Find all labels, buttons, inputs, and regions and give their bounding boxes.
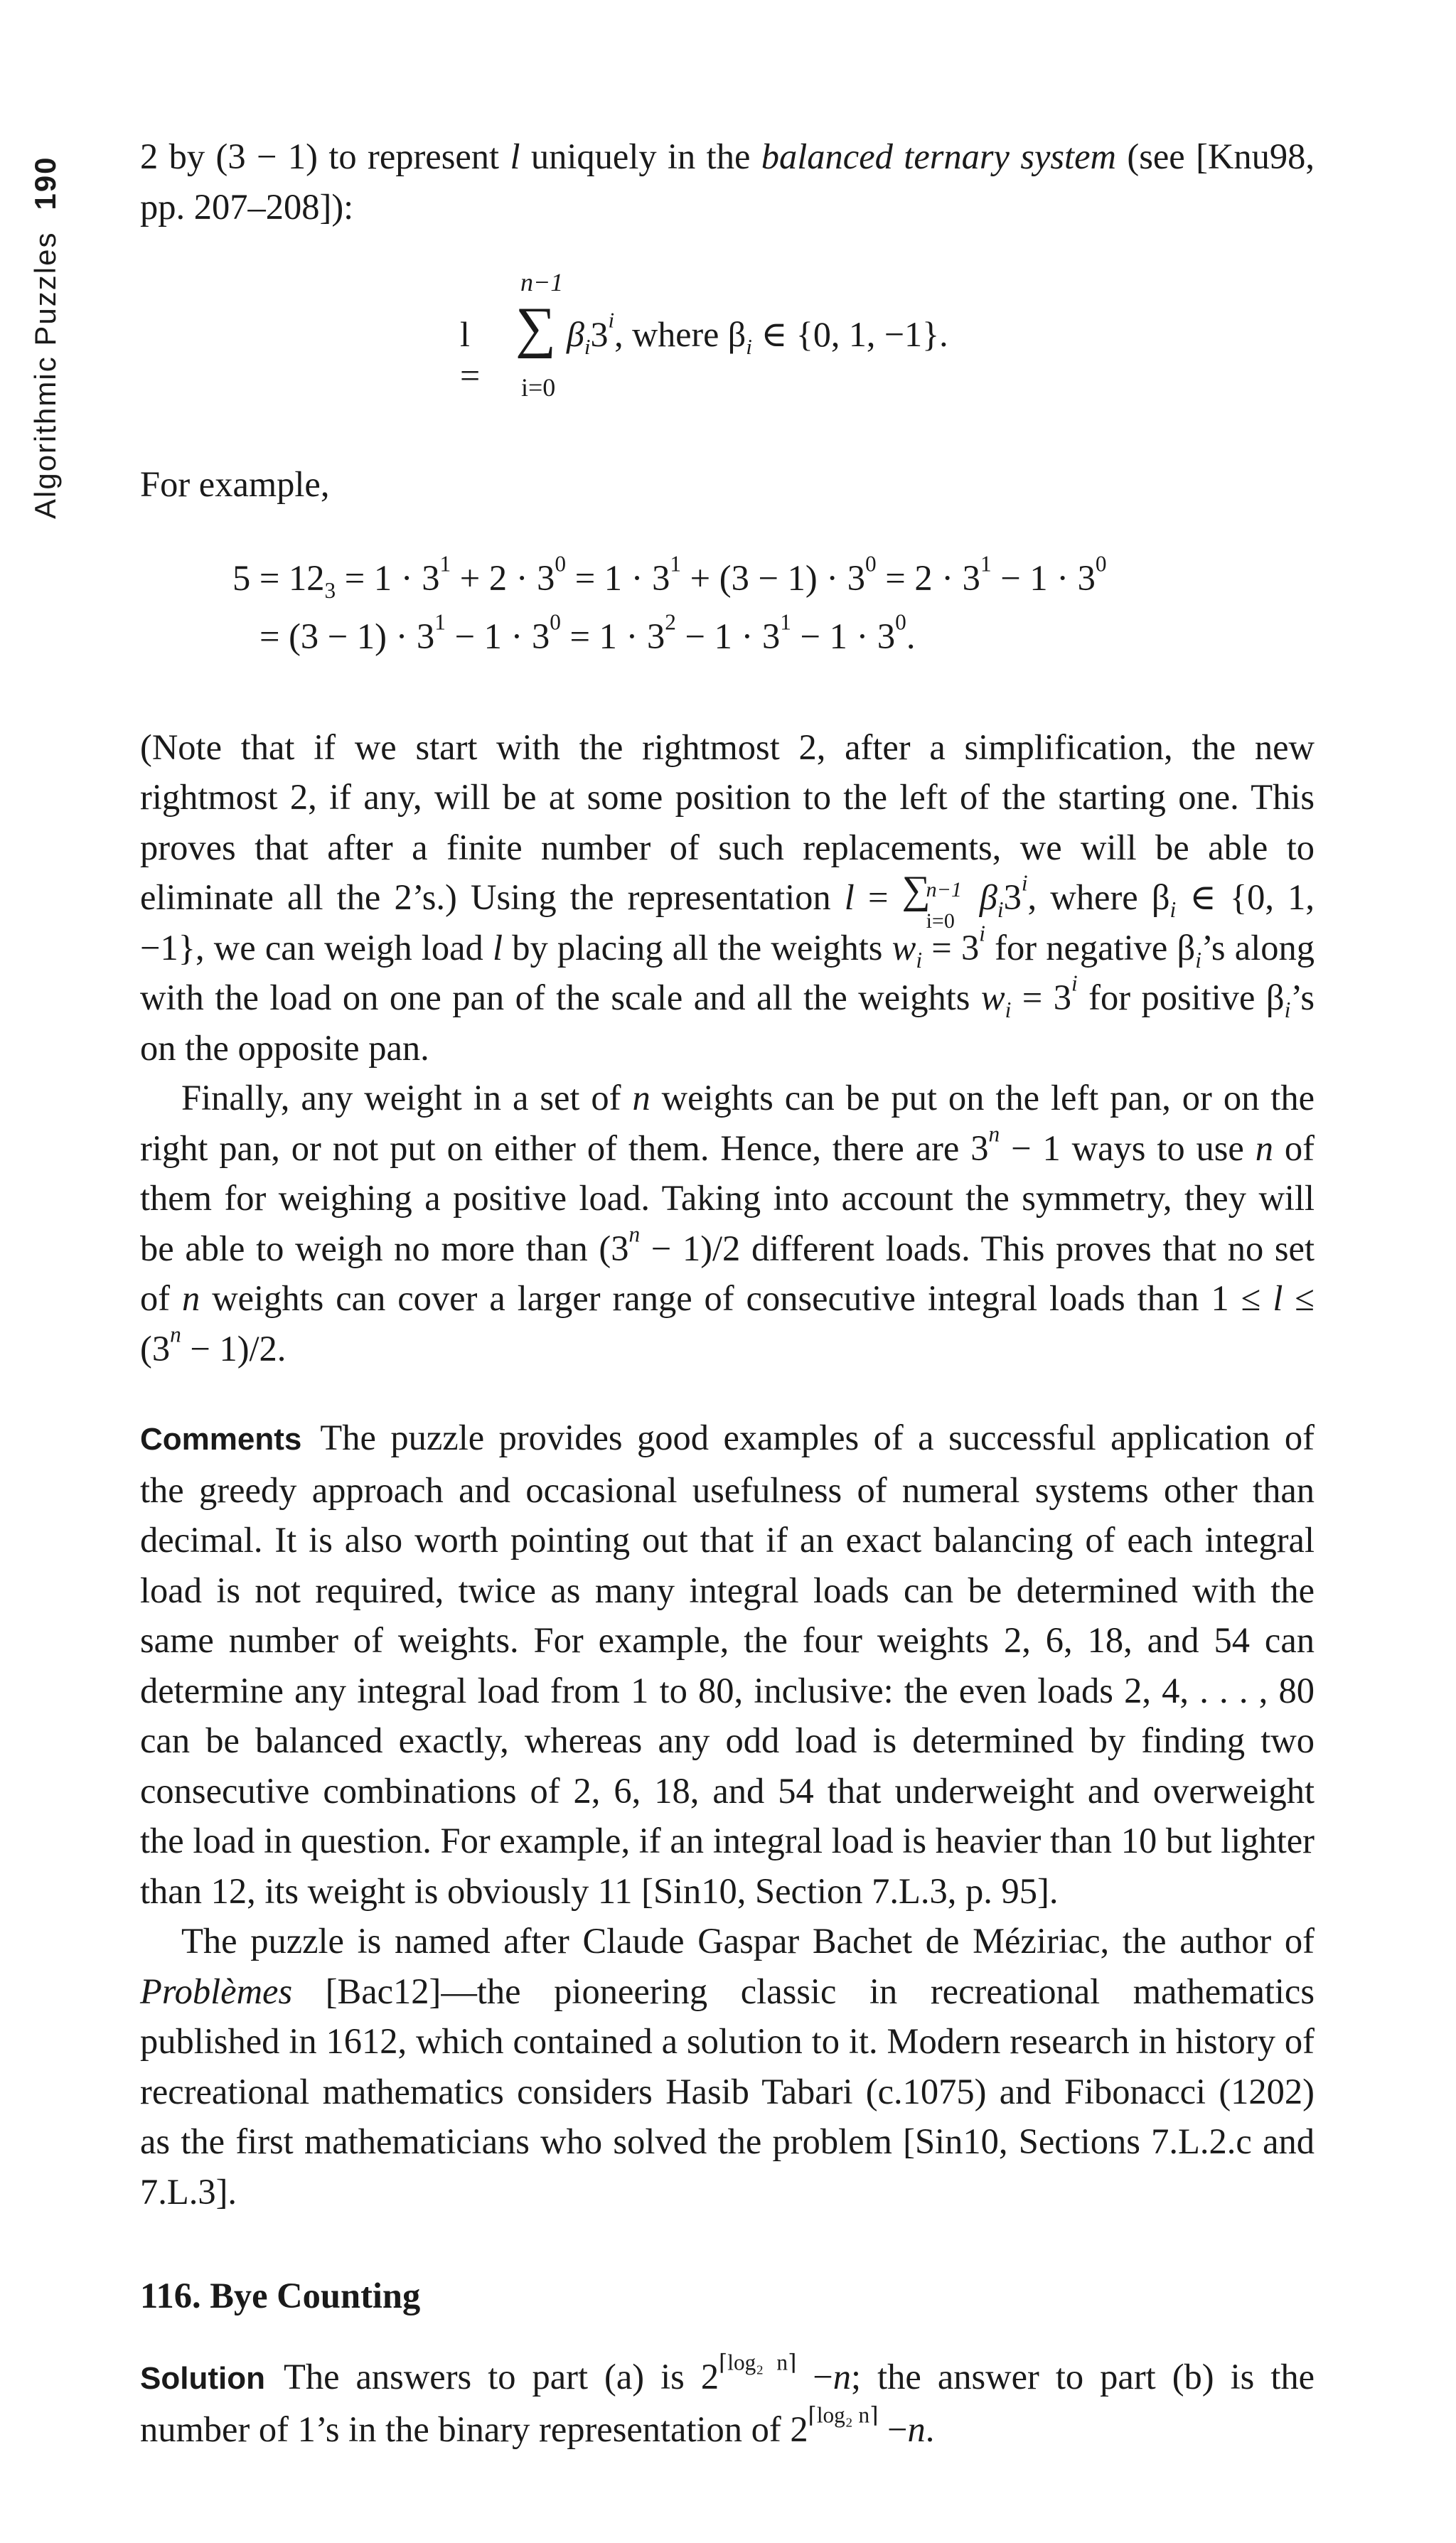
page-body: [140, 132, 1315, 2454]
section-title: 116. Bye Counting: [140, 2276, 421, 2316]
equation-lhs: l =: [460, 314, 481, 395]
paragraph-solution: Solution The answers to part (a) is $2^{⌈log_2 n⌉} -n$; the answer to part (b) is the number of 1’s in the binary representation of $2^{⌈log_2 n⌉} -n$.: [140, 2350, 1315, 2449]
equation-line-2: = $(3 - 1) \cdot 3^1 - 1 \cdot 3^0 = 1 \cdot 3^2 - 1 \cdot 3^1 - 1 \cdot 3^0$.: [259, 609, 916, 656]
emphasis-text: balanced ternary system: [761, 136, 1116, 176]
variable-l: l: [510, 136, 520, 176]
equation-line-1: $5 = 12_3 = 1 \cdot 3^1 + 2 \cdot 3^0 = 1 \cdot 3^1 + (3 - 1) \cdot 3^0 = 2 \cdot 3^1 - 1 \cdot 3^0$: [232, 550, 1107, 603]
sum-term: $\beta_i3^i$, where $\beta_i$ ∈ {0, 1, −1}.: [567, 307, 948, 359]
text-span: uniquely in the: [520, 136, 761, 176]
paragraph-history: The puzzle is named after Claude Gaspar Bachet de Méziriac, the author of Problèmes [Bac12]—the pioneering classic in recreational mathematics published in 1612, which contained a solution to it. Modern research in history of recreational mathematics considers Hasib Tabari (c.1075) and Fibonacci (1202) as the first mathematicians who solved the problem [Sin10, Sections 7.L.2.c and 7.L.3].: [140, 1921, 1315, 2212]
text-span: (see [Knu98, pp. 207–208]):: [140, 136, 1315, 227]
for-example-text: For example,: [140, 464, 330, 504]
running-title: Algorithmic Puzzles: [28, 231, 62, 519]
book-title: Problèmes: [140, 1971, 293, 2011]
paragraph-comments: [140, 1413, 1315, 1916]
comments-label: Comments: [140, 1422, 302, 1457]
sigma-symbol: ∑: [515, 296, 557, 359]
inline-sum-symbol: ∑ n−1 i=0: [901, 867, 962, 933]
paragraph-finally: Finally, any weight in a set of n weights can be put on the left pan, or on the right pan, or not put on either of them. Hence, there are $3^n - 1$ ways to use n of them for weighing a positive load. Taking into account the symmetry, they will be able to weigh no more than $(3^n - 1)/2$ different loads. This proves that no set of n weights can cover a larger range of consecutive integral loads than $1 \le l \le (3^n - 1)/2$.: [140, 1078, 1315, 1369]
text-span: 2 by (3 − 1) to represent: [140, 136, 510, 176]
solution-label: Solution: [140, 2361, 265, 2396]
paragraph-intro: [140, 132, 1315, 232]
comments-text: The puzzle provides good examples of a successful application of the greedy approach and occasional usefulness of numeral systems other than decimal. It is also worth pointing out that if an exact balancing of each integral load is not required, twice as many integral loads can be determined with the same number of weights. For example, the four weights 2, 6, 18, and 54 can determine any integral load from 1 to 80, inclusive: the even loads 2, 4, . . . , 80 can be balanced exactly, whereas any odd load is determined by finding two consecutive combinations of 2, 6, 18, and 54 that underweight and overweight the load in question. For example, if an integral load is heavier than 10 but lighter than 12, its weight is obviously 11 [Sin10, Section 7.L.3, p. 95].: [140, 1418, 1315, 1911]
sum-upper-limit: n−1: [520, 268, 564, 296]
paragraph-note: (Note that if we start with the rightmost 2, after a simplification, the new rightmost 2, if any, will be at some position to the left of the starting one. This proves that after a finite number of such replacements, we will be able to eliminate all the 2’s.) Using the representation l = ∑ n−1 i=0 $\beta_i3^i$, where $\beta_i$ ∈ {0, 1, −1}, we can weigh load l by placing all the weights $w_i = 3^i$ for negative $\beta_i’s$ along with the load on one pan of the scale and all the weights $w_i = 3^i$ for positive $\beta_i’s$ on the opposite pan.: [140, 727, 1315, 1068]
display-equation-sum: [140, 267, 1315, 431]
sum-lower-limit: i=0: [521, 373, 556, 402]
page-number: 190: [28, 156, 62, 210]
running-header: [28, 135, 62, 519]
